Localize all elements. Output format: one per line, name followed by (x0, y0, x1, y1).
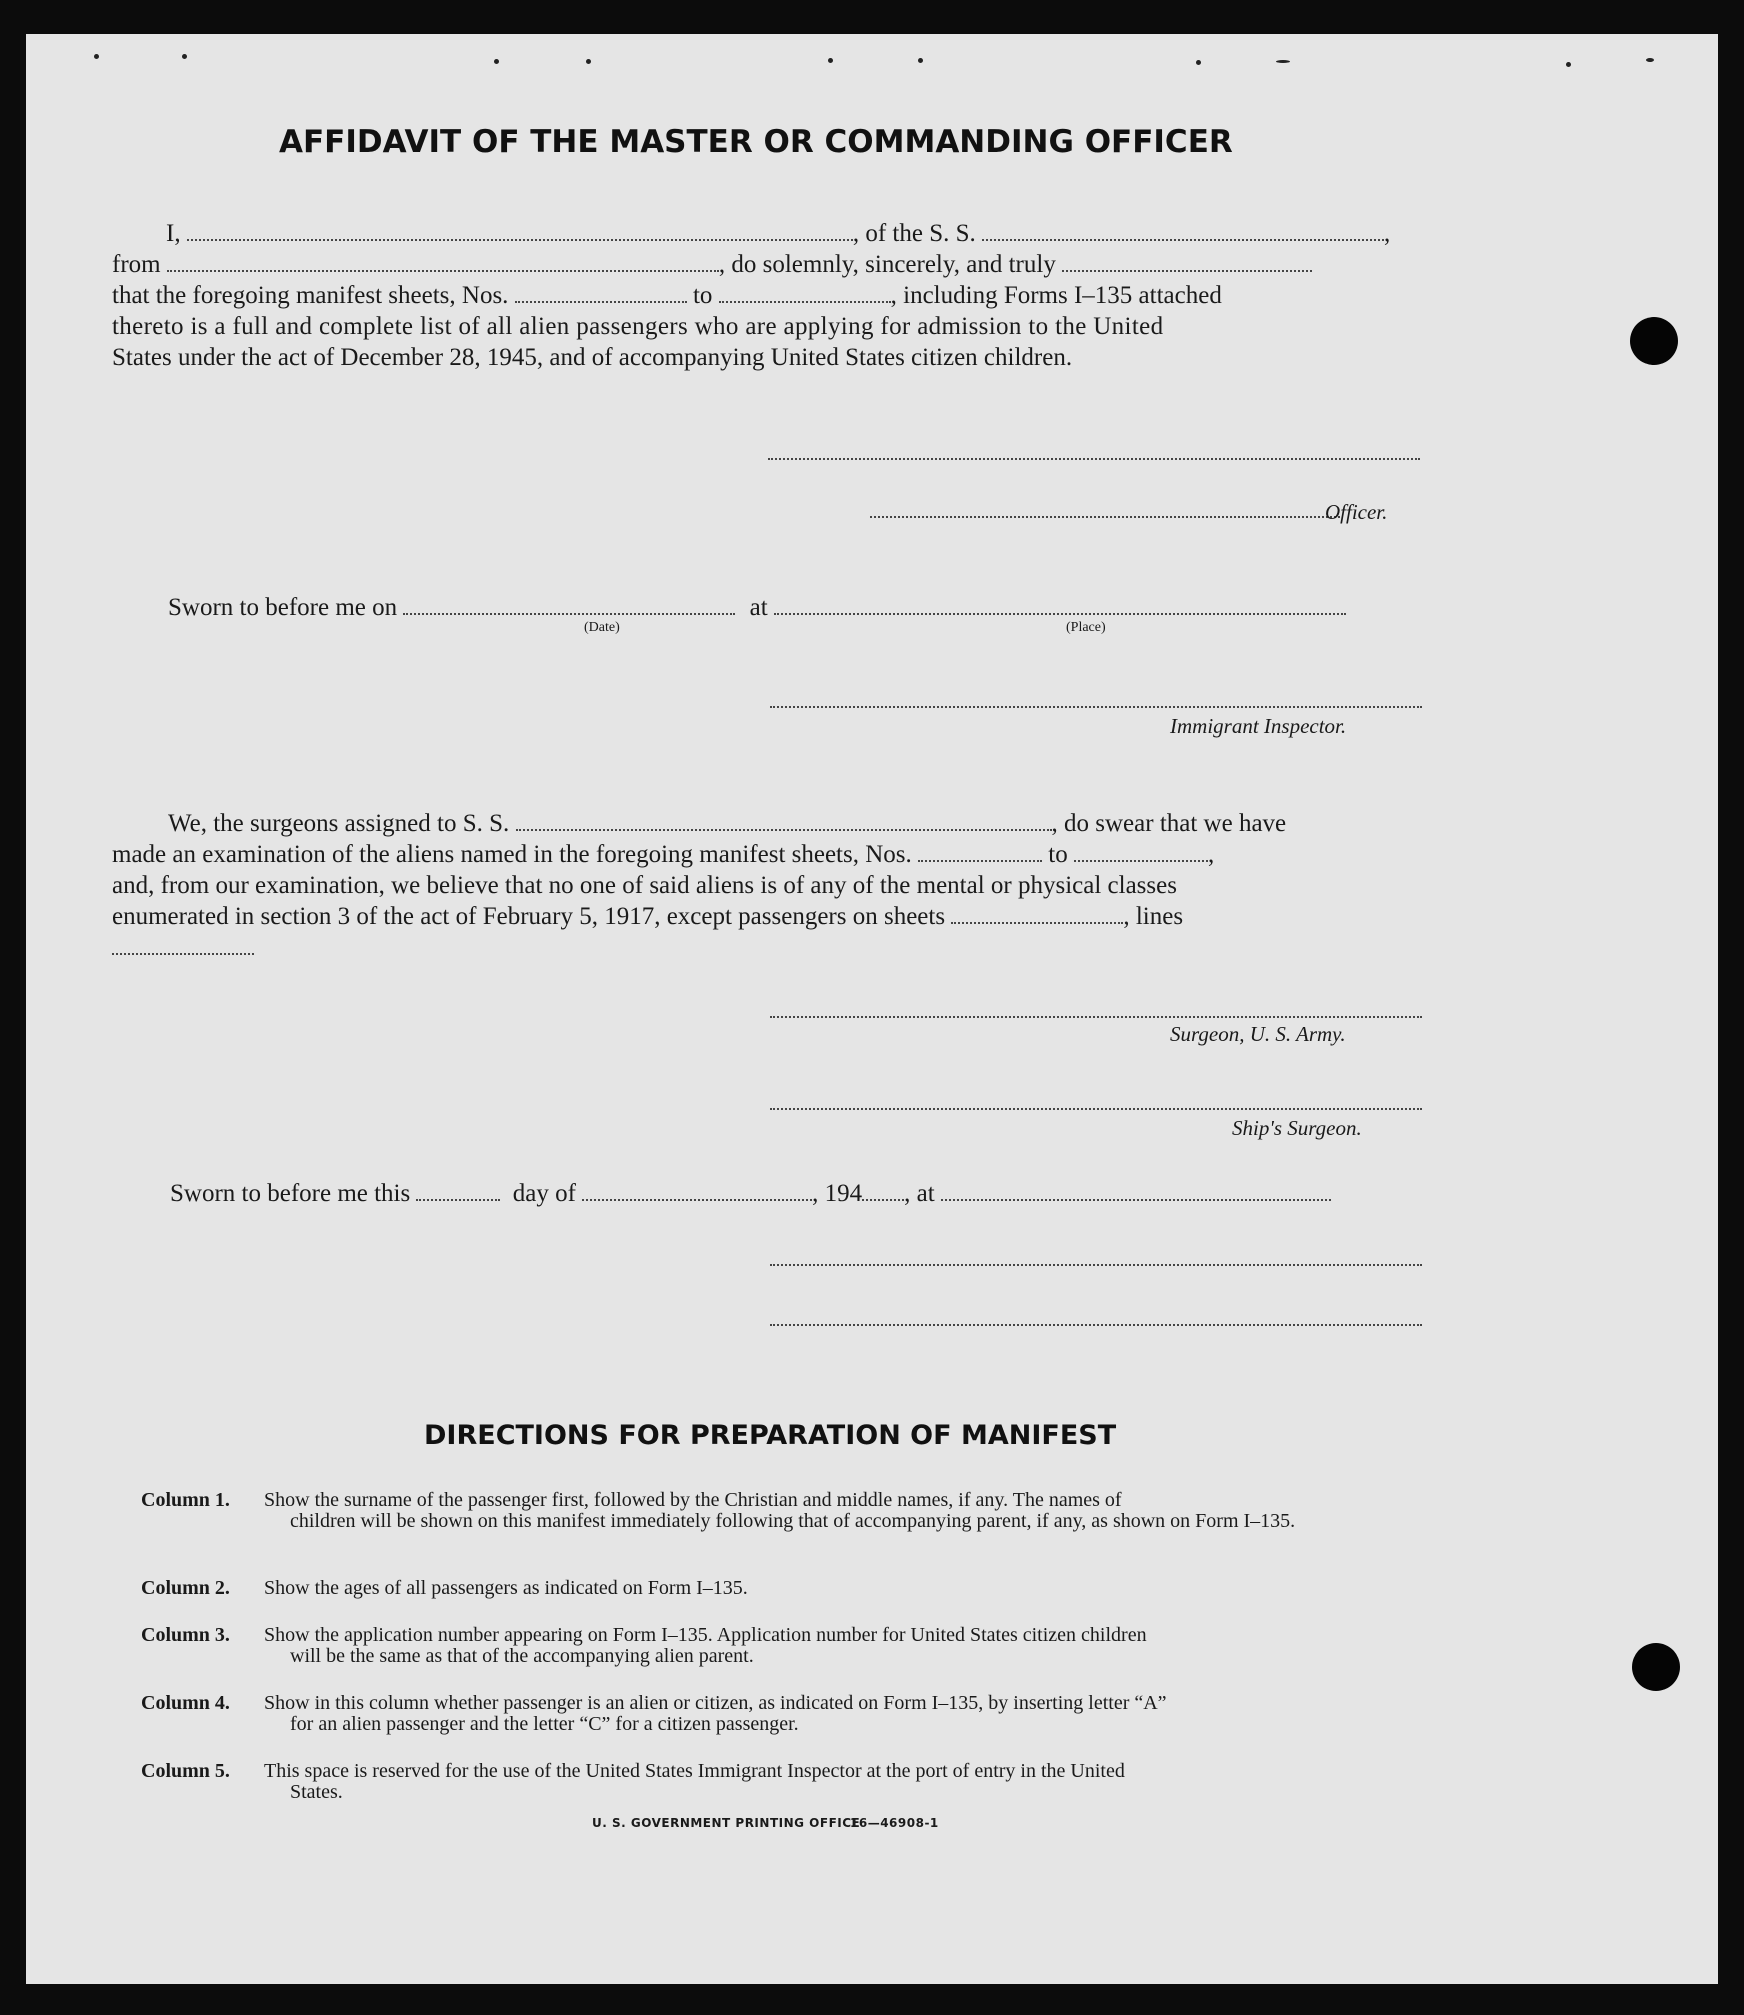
sheet-from-field[interactable] (515, 283, 687, 303)
form-code: 16—46908-1 (850, 1816, 939, 1830)
direction-line: Show the application number appearing on Form I–135. Application number for United States citizen children (264, 1624, 1147, 1646)
affidavit-line-5: States under the act of December 28, 1945, and of accompanying United States citizen children. (112, 344, 1073, 371)
do-swear-text: , do swear that we have (1051, 810, 1287, 837)
ships-surgeon-signature-line[interactable] (770, 1108, 1422, 1110)
port-from-field[interactable] (167, 252, 719, 272)
direction-text (264, 1693, 1452, 1735)
day-of-text: day of (512, 1180, 576, 1207)
affidavit-paragraph (112, 218, 1447, 373)
column-label: Column 5. (141, 1760, 230, 1782)
direction-line: Show the ages of all passengers as indicated on Form I–135. (264, 1577, 748, 1599)
lines-text: , lines (1123, 903, 1184, 930)
from-text: from (112, 251, 161, 278)
inspector-signature-line[interactable] (770, 706, 1422, 708)
truly-field[interactable] (1062, 252, 1312, 272)
date-label: (Date) (584, 620, 620, 635)
speck (1566, 62, 1571, 67)
direction-column-1 (141, 1490, 1453, 1556)
direction-line: Show the surname of the passenger first, followed by the Christian and middle names, if any. The names of (264, 1489, 1122, 1511)
column-label: Column 2. (141, 1577, 230, 1599)
year-prefix-text: , 194 (812, 1180, 863, 1207)
day-field[interactable] (416, 1181, 500, 1201)
exam-sheet-from-field[interactable] (918, 842, 1042, 862)
sworn-before-line (168, 592, 1346, 623)
directions-title: DIRECTIONS FOR PREPARATION OF MANIFEST (424, 1420, 1117, 1451)
speck (1276, 60, 1290, 63)
surgeons-assigned-text: We, the surgeons assigned to S. S. (168, 810, 510, 837)
affidavit-line-2 (112, 249, 1447, 280)
speck (1646, 58, 1654, 62)
surgeons-paragraph (112, 808, 1447, 963)
direction-text (264, 1578, 1452, 1599)
surgeons-line-4 (112, 901, 1447, 932)
direction-line: Show in this column whether passenger is an alien or citizen, as indicated on Form I–135, by inserting letter “A” (264, 1692, 1167, 1714)
ship-name-field[interactable] (982, 221, 1384, 241)
affidavit-line-1 (112, 218, 1447, 249)
direction-cont: children will be shown on this manifest immediately following that of accompanying parent, if any, as shown on Form I–135. (290, 1510, 1296, 1532)
exam-sheet-to-field[interactable] (1074, 842, 1208, 862)
punch-hole-top (1630, 317, 1678, 365)
to-text: to (692, 282, 713, 309)
direction-text (264, 1761, 1452, 1803)
signature-line-3[interactable] (770, 1324, 1422, 1326)
affidavit-title: AFFIDAVIT OF THE MASTER OR COMMANDING OFFICER (279, 124, 1233, 160)
place-label: (Place) (1066, 620, 1106, 635)
punch-hole-bottom (1632, 1643, 1680, 1691)
signature-line-1[interactable] (768, 458, 1420, 460)
direction-column-2 (141, 1578, 1453, 1602)
affidavit-i: I, (166, 220, 181, 247)
master-name-field[interactable] (187, 221, 853, 241)
to-text-2: to (1048, 841, 1068, 868)
speck (586, 59, 591, 64)
sworn-this-text: Sworn to before me this (170, 1180, 411, 1207)
direction-text (264, 1625, 1452, 1667)
sworn-place-field-2[interactable] (941, 1181, 1331, 1201)
at-text: at (749, 594, 768, 621)
speck (94, 54, 99, 59)
column-label: Column 4. (141, 1692, 230, 1714)
section-3-text: enumerated in section 3 of the act of February 5, 1917, except passengers on sheets (112, 903, 946, 930)
solemnly-text: , do solemnly, sincerely, and truly (718, 251, 1056, 278)
direction-column-4 (141, 1693, 1453, 1737)
column-label: Column 1. (141, 1489, 230, 1511)
sworn-date-field[interactable] (403, 595, 735, 615)
speck (828, 58, 833, 63)
speck (918, 58, 923, 63)
direction-column-5 (141, 1761, 1453, 1805)
surgeons-line-2 (112, 839, 1447, 870)
except-lines-field[interactable] (112, 935, 254, 955)
affidavit-line-3 (112, 280, 1447, 311)
direction-cont: for an alien passenger and the letter “C” for a citizen passenger. (290, 1713, 799, 1735)
except-sheets-field[interactable] (951, 904, 1123, 924)
speck (494, 59, 499, 64)
column-label: Column 3. (141, 1624, 230, 1646)
manifest-sheets-text: that the foregoing manifest sheets, Nos. (112, 282, 509, 309)
surgeons-line-3: and, from our examination, we believe that no one of said aliens is of any of the mental or physical classes (112, 872, 1177, 899)
direction-cont: States. (290, 1781, 343, 1803)
direction-line: This space is reserved for the use of the United States Immigrant Inspector at the port of entry in the United (264, 1760, 1125, 1782)
direction-cont: will be the same as that of the accompanying alien parent. (290, 1645, 754, 1667)
of-the-ss-text: , of the S. S. (852, 220, 976, 247)
comma-2: , (1207, 841, 1215, 868)
form-page (26, 34, 1718, 1984)
signature-line-2[interactable] (770, 1264, 1422, 1266)
surgeon-ship-field[interactable] (516, 811, 1052, 831)
officer-signature-line[interactable] (870, 516, 1340, 518)
army-surgeon-signature-line[interactable] (770, 1016, 1422, 1018)
army-surgeon-label: Surgeon, U. S. Army. (1170, 1022, 1346, 1046)
officer-label: Officer. (1325, 500, 1388, 524)
immigrant-inspector-label: Immigrant Inspector. (1170, 714, 1347, 738)
direction-column-3 (141, 1625, 1453, 1669)
speck (182, 54, 187, 59)
printer-imprint: U. S. GOVERNMENT PRINTING OFFICE (592, 1816, 861, 1830)
surgeons-line-1 (112, 808, 1447, 839)
surgeons-line-5 (112, 932, 1447, 963)
month-field[interactable] (582, 1181, 812, 1201)
speck (1196, 60, 1201, 65)
examination-text: made an examination of the aliens named in the foregoing manifest sheets, Nos. (112, 841, 912, 868)
sworn-this-day-line (170, 1178, 1331, 1209)
at-text-2: , at (904, 1180, 935, 1207)
sheet-to-field[interactable] (719, 283, 891, 303)
sworn-place-field[interactable] (774, 595, 1346, 615)
year-field[interactable] (862, 1181, 904, 1201)
forms-attached-text: , including Forms I–135 attached (890, 282, 1222, 309)
affidavit-line-4: thereto is a full and complete list of all alien passengers who are applying for admission to the United (112, 313, 1164, 340)
ships-surgeon-label: Ship's Surgeon. (1232, 1116, 1362, 1140)
direction-text (264, 1490, 1452, 1532)
comma: , (1384, 220, 1391, 247)
sworn-text: Sworn to before me on (168, 594, 398, 621)
